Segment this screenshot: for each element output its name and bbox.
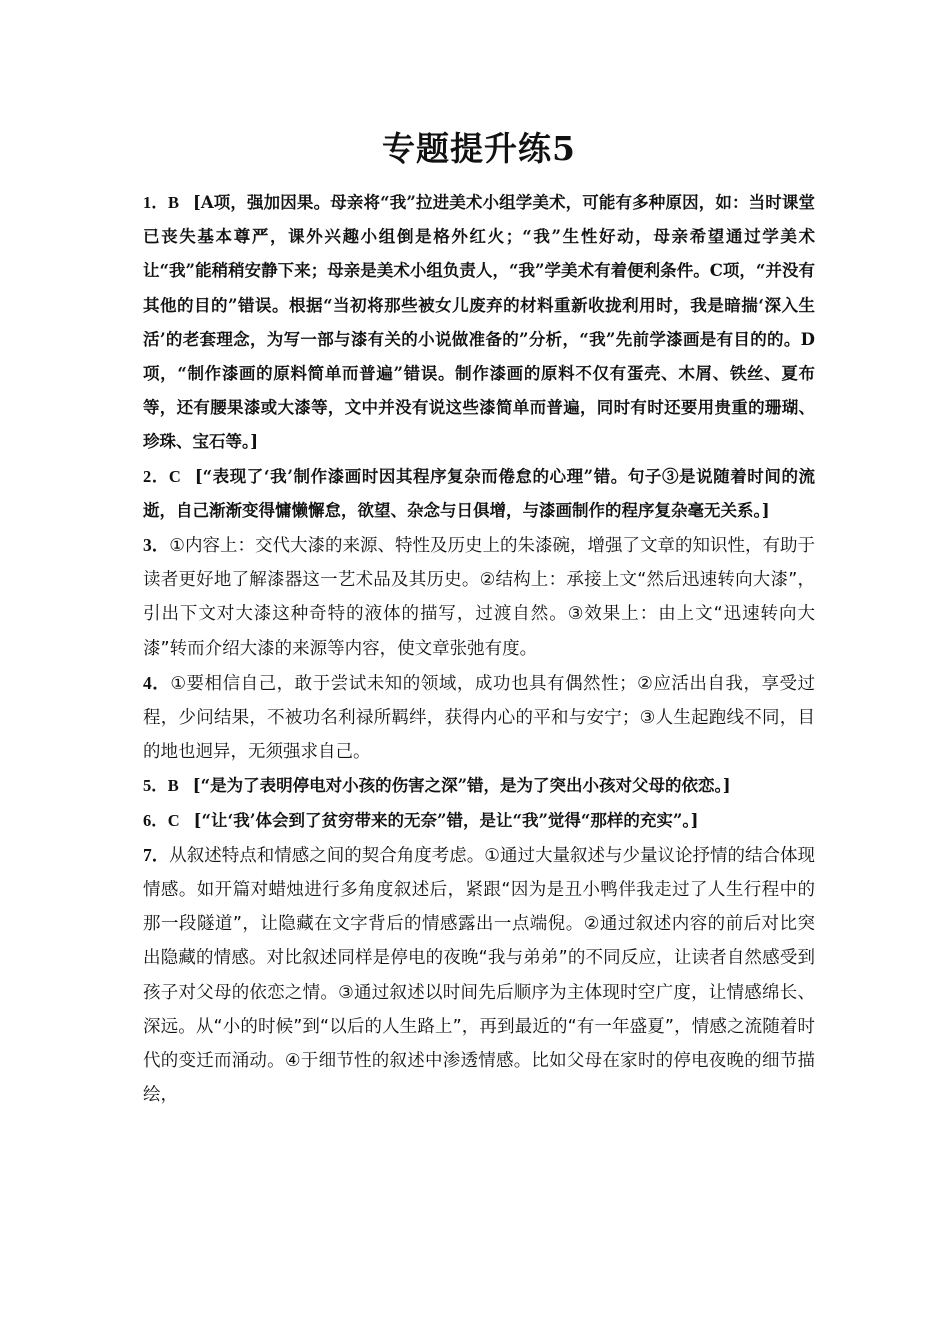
item-number: 7． [143, 844, 170, 865]
item-explanation: [“是为了表明停电对小孩的伤害之深”错，是为了突出小孩对父母的依恋。] [192, 776, 731, 796]
item-explanation: 从叙述特点和情感之间的契合角度考虑。①通过大量叙述与少量议论抒情的结合体现情感。如开篇对蜡烛进行多角度叙述后，紧跟“因为是丑小鸭伴我走过了人生行程中的那一段隧道”，让隐藏在文字背后的情感露出一点端倪。②通过叙述内容的前后对比突出隐藏的情感。对比叙述同样是停电的夜晚“我与弟弟”的不同反应，让读者自然感受到孩子对父母的依恋之情。③通过叙述以时间先后顺序为主体现时空广度，让情感绵长、深远。从“小的时候”到“以后的人生路上”，再到最近的“有一年盛夏”，情感之流随着时代的变迁而涌动。④于细节性的叙述中渗透情感。比如父母在家时的停电夜晚的细节描绘， [143, 845, 816, 1106]
answer-item-2 [143, 460, 815, 528]
item-number: 1． [143, 193, 169, 212]
item-answer: C [167, 810, 180, 830]
page-title: 专题提升练5 [382, 129, 576, 168]
item-number: 3． [143, 535, 170, 556]
item-explanation: [“表现了‘我’制作漆画时因其程序复杂而倦怠的心理”错。句子③是说随着时间的流逝，自己渐渐变得慵懒懈怠，欲望、杂念与日俱增，与漆画制作的程序复杂毫无关系。] [143, 466, 816, 520]
item-explanation: [A项，强加因果。母亲将“我”拉进美术小组学美术，可能有多种原因，如：当时课堂已丧失基本尊严，课外兴趣小组倒是格外红火；“我”生性好动，母亲希望通过学美术让“我”能稍稍安静下来；母亲是美术小组负责人，“我”学美术有着便利条件。C项，“并没有其他的目的”错误。根据“当初将那些被女儿废弃的材料重新收拢利用时，我是暗揣‘深入生活’的老套理念，为写一部与漆有关的小说做准备的”分析，“我”先前学漆画是有目的的。D项，“制作漆画的原料简单而普遍”错误。制作漆画的原料不仅有蛋壳、木屑、铁丝、夏布等，还有腰果漆或大漆等，文中并没有说这些漆简单而普遍，同时有时还要用贵重的珊瑚、珍珠、宝石等。] [143, 193, 815, 452]
answer-item-5 [143, 769, 815, 803]
answer-item-1 [143, 186, 815, 460]
item-number: 4． [143, 672, 171, 693]
item-answer: C [168, 466, 181, 486]
item-explanation: [“让‘我’体会到了贫穷带来的无奈”错，是让“我”觉得“那样的充实”。] [193, 810, 699, 830]
answer-item-3 [143, 528, 815, 666]
answer-item-4 [143, 666, 815, 770]
answer-page [143, 124, 815, 1112]
item-number: 2． [143, 466, 169, 486]
item-explanation: ①内容上：交代大漆的来源、特性及历史上的朱漆碗，增强了文章的知识性，有助于读者更好地了解漆器这一艺术品及其历史。②结构上：承接上文“然后迅速转向大漆”，引出下文对大漆这种奇特的液体的描写，过渡自然。③效果上：由上文“迅速转向大漆”转而介绍大漆的来源等内容，使文章张弛有度。 [143, 536, 816, 659]
item-number: 5． [143, 776, 168, 796]
item-number: 6． [143, 810, 168, 830]
answer-item-6 [143, 804, 815, 838]
answer-item-7 [143, 838, 815, 1113]
item-answer: B [167, 776, 179, 796]
item-explanation: ①要相信自己，敢于尝试未知的领域，成功也具有偶然性；②应活出自我，享受过程，少问结果，不被功名利禄所羁绊，获得内心的平和与安宁；③人生起跑线不同，目的地也迥异，无须强求自己。 [143, 673, 816, 763]
item-answer: B [168, 193, 180, 212]
